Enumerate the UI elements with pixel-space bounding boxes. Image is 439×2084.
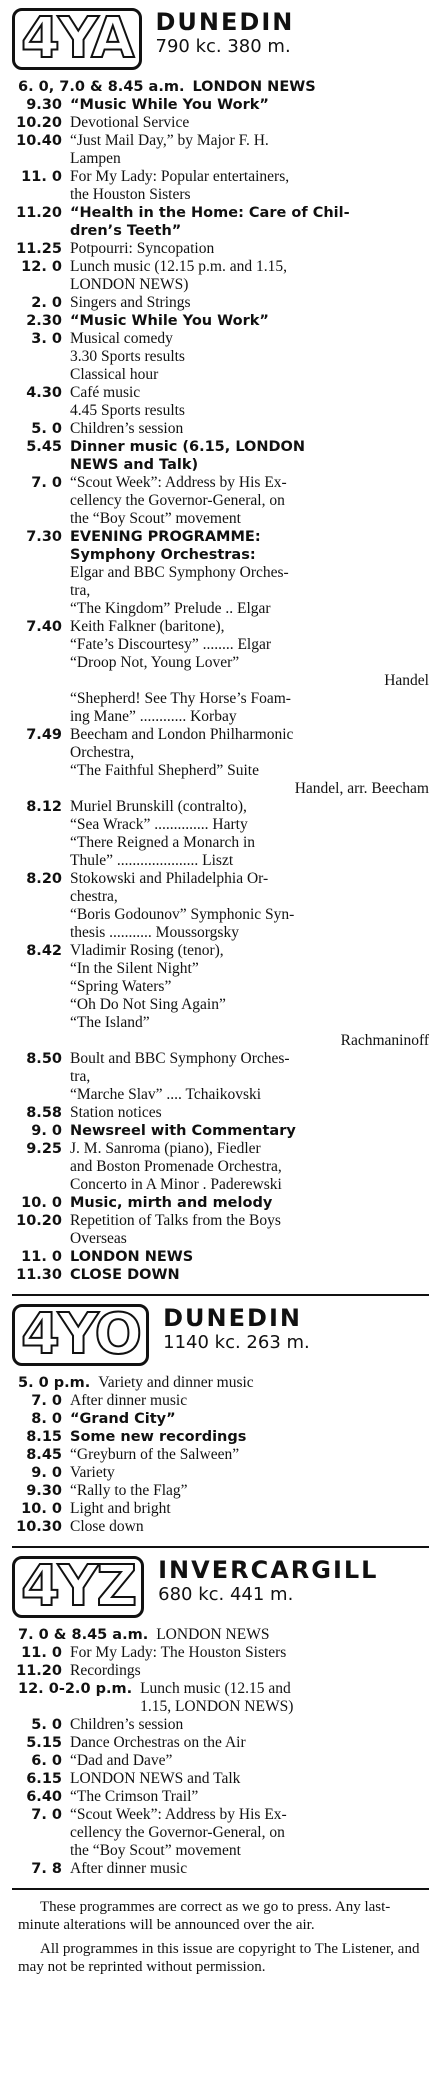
programme-time: 10.20	[16, 1213, 62, 1229]
programme-text: Orchestra,	[70, 744, 135, 761]
station-city: DUNEDIN	[163, 1304, 302, 1332]
programme-time: 11. 0	[21, 169, 62, 185]
programme-item	[12, 330, 429, 384]
programme-text: thesis ........... Moussorgsky	[70, 924, 239, 941]
programme-item	[12, 1194, 429, 1212]
programme-item	[12, 1464, 429, 1482]
programme-time: 10.20	[16, 115, 62, 131]
programme-item	[12, 1248, 429, 1266]
station-logo: 4YZ	[12, 1556, 144, 1618]
programme-text: Rachmaninoff	[340, 1032, 429, 1049]
programme-time: 6. 0, 7.0 & 8.45 a.m.	[18, 79, 185, 95]
programme-time: 7. 0	[31, 475, 62, 491]
programme-time: 5. 0	[31, 421, 62, 437]
programme-time: 4.30	[26, 385, 62, 401]
programme-time: 9.25	[26, 1141, 62, 1157]
programme-text: LONDON NEWS)	[70, 276, 189, 293]
programme-item	[12, 240, 429, 258]
programme-text: “Music While You Work”	[70, 97, 269, 113]
programme-time: 10. 0	[21, 1501, 62, 1517]
programme-item	[12, 1518, 429, 1536]
programme-text: ing Mane” ............ Korbay	[70, 708, 237, 725]
programme-text: “The Island”	[70, 1014, 150, 1031]
programme-item	[12, 1662, 429, 1680]
programme-item	[12, 438, 429, 474]
programme-text: Symphony Orchestras:	[70, 547, 256, 563]
programme-text: Musical comedy	[70, 330, 173, 347]
programme-text: Lampen	[70, 150, 121, 167]
programme-item	[12, 204, 429, 240]
divider	[12, 1294, 429, 1296]
programme-time: 5.45	[26, 439, 62, 455]
programme-item	[12, 420, 429, 438]
programme-item	[12, 942, 429, 1050]
programme-text: Variety and dinner music	[98, 1374, 254, 1391]
programme-text: Handel, arr. Beecham	[294, 780, 429, 797]
programme-time: 6.40	[26, 1789, 62, 1805]
programme-text: “In the Silent Night”	[70, 960, 199, 977]
programme-item	[12, 1410, 429, 1428]
programme-time: 9. 0	[31, 1465, 62, 1481]
programme-text: “The Kingdom” Prelude .. Elgar	[70, 600, 271, 617]
programme-item	[12, 1104, 429, 1122]
programme-text: Recordings	[70, 1662, 141, 1679]
programme-text: dren’s Teeth”	[70, 223, 182, 239]
programme-time: 2.30	[26, 313, 62, 329]
station-header	[12, 8, 429, 70]
programme-text: LONDON NEWS	[70, 1249, 194, 1265]
programme-text: Muriel Brunskill (contralto),	[70, 798, 247, 815]
programme-item	[12, 1140, 429, 1194]
programme-time: 7.40	[26, 619, 62, 635]
programme-text: Café music	[70, 384, 141, 401]
programme-item	[12, 798, 429, 870]
programme-text: Lunch music (12.15 and	[140, 1680, 291, 1697]
programme-text: “Oh Do Not Sing Again”	[70, 996, 226, 1013]
programme-item	[12, 474, 429, 528]
programme-text: “Marche Slav” .... Tchaikovski	[70, 1086, 262, 1103]
programme-item	[12, 1428, 429, 1446]
programme-item	[12, 1392, 429, 1410]
programme-time: 7. 8	[31, 1861, 62, 1877]
station-frequency: 1140 kc. 263 m.	[163, 1332, 310, 1353]
programme-time: 11. 0	[21, 1645, 62, 1661]
press-note: These programmes are correct as we go to press. Any last-minute alterations will be announced over the air.	[18, 1899, 391, 1933]
programme-item	[12, 1122, 429, 1140]
programme-item	[12, 1860, 429, 1878]
programme-text: cellency the Governor-General, on	[70, 1824, 285, 1841]
programme-time: 7.30	[26, 529, 62, 545]
programme-text: “Health in the Home: Care of Chil-	[70, 205, 350, 221]
programme-text: J. M. Sanroma (piano), Fiedler	[70, 1140, 261, 1157]
programme-text: Thule” ..................... Liszt	[70, 852, 234, 869]
programme-text: Vladimir Rosing (tenor),	[70, 942, 224, 959]
programme-list	[12, 1374, 429, 1536]
programme-text: “Fate’s Discourtesy” ........ Elgar	[70, 636, 272, 653]
programme-item	[12, 1734, 429, 1752]
programme-item	[12, 1752, 429, 1770]
programme-text: tra,	[70, 1068, 91, 1085]
divider	[12, 1546, 429, 1548]
programme-time: 10.30	[16, 1519, 62, 1535]
programme-item	[12, 132, 429, 168]
programme-text: Music, mirth and melody	[70, 1195, 273, 1211]
programme-text: “Boris Godounov” Symphonic Syn-	[70, 906, 295, 923]
programme-item	[12, 870, 429, 942]
programme-time: 11. 0	[21, 1249, 62, 1265]
programme-item	[12, 1716, 429, 1734]
programme-item	[12, 618, 429, 726]
programme-text: Close down	[70, 1518, 144, 1535]
programme-time: 11.25	[16, 241, 62, 257]
divider	[12, 1888, 429, 1890]
programme-time: 8.20	[26, 871, 62, 887]
programme-time: 3. 0	[31, 331, 62, 347]
programme-time: 9.30	[26, 1483, 62, 1499]
programme-text: Devotional Service	[70, 114, 190, 131]
programme-item	[12, 1446, 429, 1464]
programme-text: “There Reigned a Monarch in	[70, 834, 256, 851]
programme-text: Overseas	[70, 1230, 127, 1247]
programme-text: LONDON NEWS	[192, 79, 316, 95]
programme-text: Beecham and London Philharmonic	[70, 726, 294, 743]
programme-text: tra,	[70, 582, 91, 599]
station-city: DUNEDIN	[155, 8, 295, 36]
programme-text: Some new recordings	[70, 1429, 247, 1445]
programme-item	[12, 1644, 429, 1662]
programme-time: 11.20	[16, 1663, 62, 1679]
programme-item	[12, 1770, 429, 1788]
programme-item	[12, 1788, 429, 1806]
programme-text: Stokowski and Philadelphia Or-	[70, 870, 269, 887]
programme-item	[12, 168, 429, 204]
programme-text: Light and bright	[70, 1500, 171, 1517]
programme-text: “Dad and Dave”	[70, 1752, 173, 1769]
programme-item	[12, 1374, 429, 1392]
programme-item	[12, 384, 429, 420]
programme-time: 8.45	[26, 1447, 62, 1463]
station-city: INVERCARGILL	[158, 1556, 379, 1584]
programme-text: and Boston Promenade Orchestra,	[70, 1158, 282, 1175]
programme-item	[12, 258, 429, 294]
programme-time: 12. 0-2.0 p.m.	[18, 1681, 133, 1697]
programme-list	[12, 78, 429, 1284]
programme-time: 8. 0	[31, 1411, 62, 1427]
programme-text: Lunch music (12.15 p.m. and 1.15,	[70, 258, 287, 275]
programme-text: Newsreel with Commentary	[70, 1123, 296, 1139]
programme-text: Dinner music (6.15, LONDON	[70, 439, 306, 455]
programme-text: “Scout Week”: Address by His Ex-	[70, 474, 287, 491]
station-header	[12, 1304, 429, 1366]
programme-text: the Houston Sisters	[70, 186, 191, 203]
programme-item	[12, 312, 429, 330]
programme-time: 9.30	[26, 97, 62, 113]
programme-text: 3.30 Sports results	[70, 348, 185, 365]
programme-time: 5.15	[26, 1735, 62, 1751]
programme-time: 10. 0	[21, 1195, 62, 1211]
programme-text: Classical hour	[70, 366, 159, 383]
programme-time: 7. 0 & 8.45 a.m.	[18, 1627, 149, 1643]
programme-text: LONDON NEWS and Talk	[70, 1770, 241, 1787]
programme-time: 5. 0 p.m.	[18, 1375, 91, 1391]
station-4yz	[12, 1556, 429, 1878]
programme-time: 8.42	[26, 943, 62, 959]
programme-time: 5. 0	[31, 1717, 62, 1733]
programme-item	[12, 1050, 429, 1104]
programme-time: 11.30	[16, 1267, 62, 1283]
programme-time: 8.12	[26, 799, 62, 815]
programme-time: 2. 0	[31, 295, 62, 311]
programme-time: 6.15	[26, 1771, 62, 1787]
programme-item	[12, 1212, 429, 1248]
programme-text: “Grand City”	[70, 1411, 176, 1427]
programme-time: 7.49	[26, 727, 62, 743]
programme-time: 12. 0	[21, 259, 62, 275]
programme-item	[12, 1626, 429, 1644]
programme-time: 10.40	[16, 133, 62, 149]
programme-text: “Spring Waters”	[70, 978, 172, 995]
station-frequency: 790 kc. 380 m.	[155, 36, 291, 57]
programme-text: Singers and Strings	[70, 294, 191, 311]
programme-item	[12, 726, 429, 798]
programme-text: “Sea Wrack” .............. Harty	[70, 816, 248, 833]
programme-text: “Music While You Work”	[70, 313, 269, 329]
programme-time: 11.20	[16, 205, 62, 221]
programme-item	[12, 78, 429, 96]
station-logo: 4YO	[12, 1304, 149, 1366]
programme-text: LONDON NEWS	[156, 1626, 270, 1643]
programme-text: “Scout Week”: Address by His Ex-	[70, 1806, 287, 1823]
programme-text: “Droop Not, Young Lover”	[70, 654, 240, 671]
programme-text: 4.45 Sports results	[70, 402, 185, 419]
programme-text: For My Lady: Popular entertainers,	[70, 168, 290, 185]
programme-item	[12, 294, 429, 312]
programme-item	[12, 1482, 429, 1500]
programme-text: Handel	[384, 672, 429, 689]
programme-text: “The Faithful Shepherd” Suite	[70, 762, 259, 779]
programme-text: the “Boy Scout” movement	[70, 1842, 241, 1859]
station-logo: 4YA	[12, 8, 142, 70]
programme-item	[12, 1266, 429, 1284]
programme-text: After dinner music	[70, 1860, 188, 1877]
programme-text: the “Boy Scout” movement	[70, 510, 241, 527]
programme-text: “Shepherd! See Thy Horse’s Foam-	[70, 690, 291, 707]
programme-item	[12, 114, 429, 132]
programme-time: 7. 0	[31, 1807, 62, 1823]
programme-item	[12, 528, 429, 618]
programme-time: 8.58	[26, 1105, 62, 1121]
programme-item	[12, 1500, 429, 1518]
programme-text: “Greyburn of the Salween”	[70, 1446, 240, 1463]
programme-text: After dinner music	[70, 1392, 188, 1409]
programme-text: “Rally to the Flag”	[70, 1482, 188, 1499]
programme-text: Station notices	[70, 1104, 162, 1121]
programme-item	[12, 1680, 429, 1716]
programme-text: Concerto in A Minor . Paderewski	[70, 1176, 282, 1193]
programme-text: Variety	[70, 1464, 115, 1481]
programme-text: NEWS and Talk)	[70, 457, 199, 473]
programme-text: “Just Mail Day,” by Major F. H.	[70, 132, 269, 149]
programme-item	[12, 1806, 429, 1860]
copyright-note: All programmes in this issue are copyright to The Listener, and may not be reprinted without permission.	[18, 1941, 420, 1975]
programme-text: 1.15, LONDON NEWS)	[140, 1698, 294, 1715]
programme-time: 6. 0	[31, 1753, 62, 1769]
programme-text: EVENING PROGRAMME:	[70, 529, 261, 545]
programme-time: 8.50	[26, 1051, 62, 1067]
programme-time: 8.15	[26, 1429, 62, 1445]
programme-text: CLOSE DOWN	[70, 1267, 180, 1283]
programme-time: 7. 0	[31, 1393, 62, 1409]
programme-text: Dance Orchestras on the Air	[70, 1734, 246, 1751]
programme-text: Children’s session	[70, 420, 184, 437]
programme-text: Keith Falkner (baritone),	[70, 618, 225, 635]
programme-item	[12, 96, 429, 114]
station-4yo	[12, 1304, 429, 1536]
programme-text: “The Crimson Trail”	[70, 1788, 199, 1805]
programme-text: For My Lady: The Houston Sisters	[70, 1644, 287, 1661]
programme-text: cellency the Governor-General, on	[70, 492, 285, 509]
programme-text: chestra,	[70, 888, 118, 905]
station-4ya	[12, 8, 429, 1284]
station-header	[12, 1556, 429, 1618]
programme-text: Boult and BBC Symphony Orches-	[70, 1050, 290, 1067]
programme-text: Repetition of Talks from the Boys	[70, 1212, 281, 1229]
programme-time: 9. 0	[31, 1123, 62, 1139]
programme-text: Potpourri: Syncopation	[70, 240, 215, 257]
programme-text: Elgar and BBC Symphony Orches-	[70, 564, 289, 581]
programme-text: Children’s session	[70, 1716, 184, 1733]
station-frequency: 680 kc. 441 m.	[158, 1584, 294, 1605]
programme-list	[12, 1626, 429, 1878]
